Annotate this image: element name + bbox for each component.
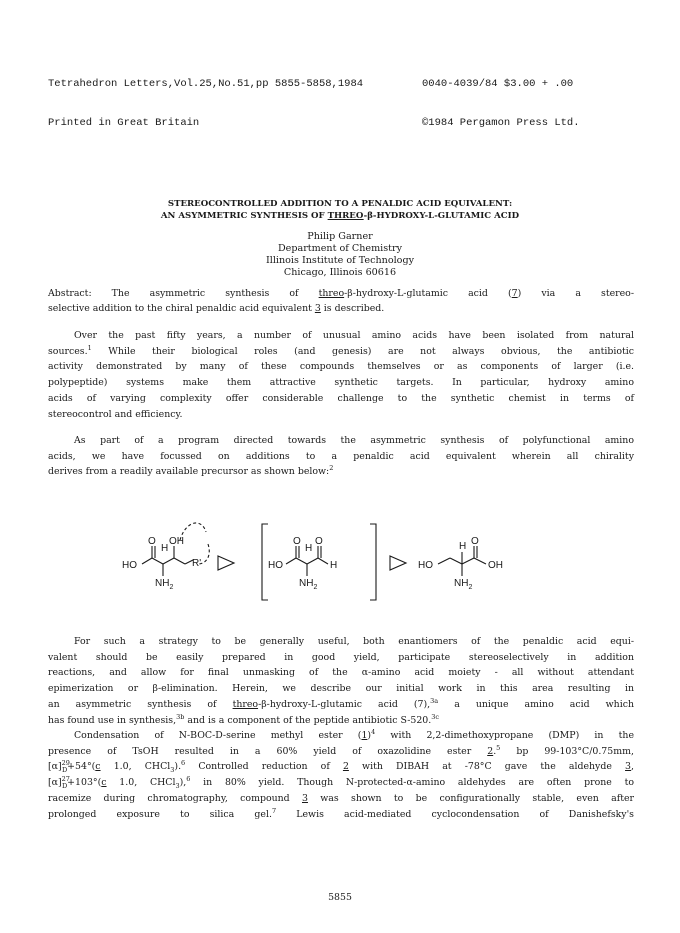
copyright-line: ©1984 Pergamon Press Ltd. <box>422 117 580 129</box>
paragraph-program: As part of a program directed towards the asymmetric synthesis of polyfunctional amino acids, we have focussed on additions to a penaldic acid equivalent wherein all chirality derives from a readily available precursor as shown below:$^2$ <box>48 435 634 478</box>
title-line-1: STEREOCONTROLLED ADDITION TO A PENALDIC ACID EQUIVALENT: <box>167 199 513 209</box>
svg-text:NH2: $NH_2$ <box>299 578 318 591</box>
citation-line: Tetrahedron Letters,Vol.25,No.51,pp 5855-5858,1984 <box>48 78 364 90</box>
svg-text:HO: HO <box>268 560 283 571</box>
price-line: 0040-4039/84 $3.00 + .00 <box>422 78 574 90</box>
reaction-scheme <box>0 512 680 612</box>
svg-text:HO: HO <box>122 560 137 571</box>
svg-text:O: O <box>471 536 479 547</box>
reaction-arrow-1 <box>218 556 234 570</box>
paper-title <box>0 198 680 222</box>
svg-text:H: H <box>330 560 338 571</box>
author-institution: Illinois Institute of Technology <box>265 255 415 266</box>
author-block <box>0 231 680 279</box>
svg-text:O: O <box>315 536 323 547</box>
svg-text:HO: HO <box>418 560 433 571</box>
svg-text:H: H <box>305 543 313 554</box>
paragraph-condensation: Condensation of N-BOC-D-serine methyl ester $(1)^4$ with 2,2-dimethoxypropane (DMP) in the presence of TsOH resulted in a 60% yield of oxazolidine ester 2.$^5$ bp 99-103°C/0.75mm, $[\alpha]^{29}_D+54^\circ(c$ 1.0, CHCl$_3$).$^6$ Controlled reduction of 2 with DIBAH at -78°C gave the aldehyde 3, $[\alpha]^{27}_D+103^\circ(c$ 1.0, CHCl$_3$),$^6$ in 80% yield. Though N-protected-α-amino aldehydes are often prone to racemize during chromatography, compound 3 was shown to be configurationally stable, even after prolonged exposure to silica gel.$^7$ Lewis acid-mediated cyclocondensation of Danishefsky's <box>48 727 634 820</box>
svg-text:OH: OH <box>169 536 184 547</box>
author-department: Department of Chemistry <box>277 243 403 254</box>
printed-line: Printed in Great Britain <box>48 117 200 129</box>
svg-text:NH2: $NH_2$ <box>155 578 174 591</box>
author-name: Philip Garner <box>307 231 373 242</box>
svg-text:O: O <box>148 536 156 547</box>
svg-text:H: H <box>459 541 467 552</box>
bracket-right <box>370 524 376 600</box>
author-city: Chicago, Illinois 60616 <box>283 267 397 278</box>
copyright-block <box>422 52 580 143</box>
paragraph-strategy: For such a strategy to be generally useful, both enantiomers of the penaldic acid equi- valent should be easily prepared in good yield, participate stereoselectively in addition reactions, and allow for final unmasking of the α-amino acid moiety - all without attendant epimerization or β-elimination. Herein, we describe our initial work in this area resulting in an asymmetric synthesis of threo-β-hydroxy-L-glutamic acid (7),$^{3a}$ a unique amino acid which has found use in synthesis,$^{3b}$ and is a component of the peptide antibiotic S-520.$^{3c}$ <box>48 636 634 726</box>
paragraph-intro: Over the past fifty years, a number of unusual amino acids have been isolated from natural sources.$^1$ While their biological roles (and genesis) are not always obvious, the antibiotic activity demonstrated by many of these compounds themselves or as components of larger (i.e. polypeptide) systems make them attractive synthetic targets. In particular, hydroxy amino acids of varying complexity offer considerable challenge to the synthetic chemist in terms of stereocontrol and efficiency. <box>48 330 634 420</box>
journal-citation <box>48 52 363 143</box>
svg-text:R': R' <box>192 558 202 569</box>
svg-text:NH2: $NH_2$ <box>454 578 473 591</box>
reaction-arrow-2 <box>390 556 406 570</box>
svg-text:O: O <box>293 536 301 547</box>
svg-text:OH: OH <box>488 560 503 571</box>
page-number: 5855 <box>328 892 352 903</box>
title-line-2: AN ASYMMETRIC SYNTHESIS OF THREO-β-HYDROXY-L-GLUTAMIC ACID <box>160 211 520 221</box>
abstract: Abstract: The asymmetric synthesis of threo-β-hydroxy-L-glutamic acid (7) via a stereo- selective addition to the chiral penaldic acid equivalent 3 is described. <box>48 288 634 314</box>
svg-text:H: H <box>161 543 169 554</box>
